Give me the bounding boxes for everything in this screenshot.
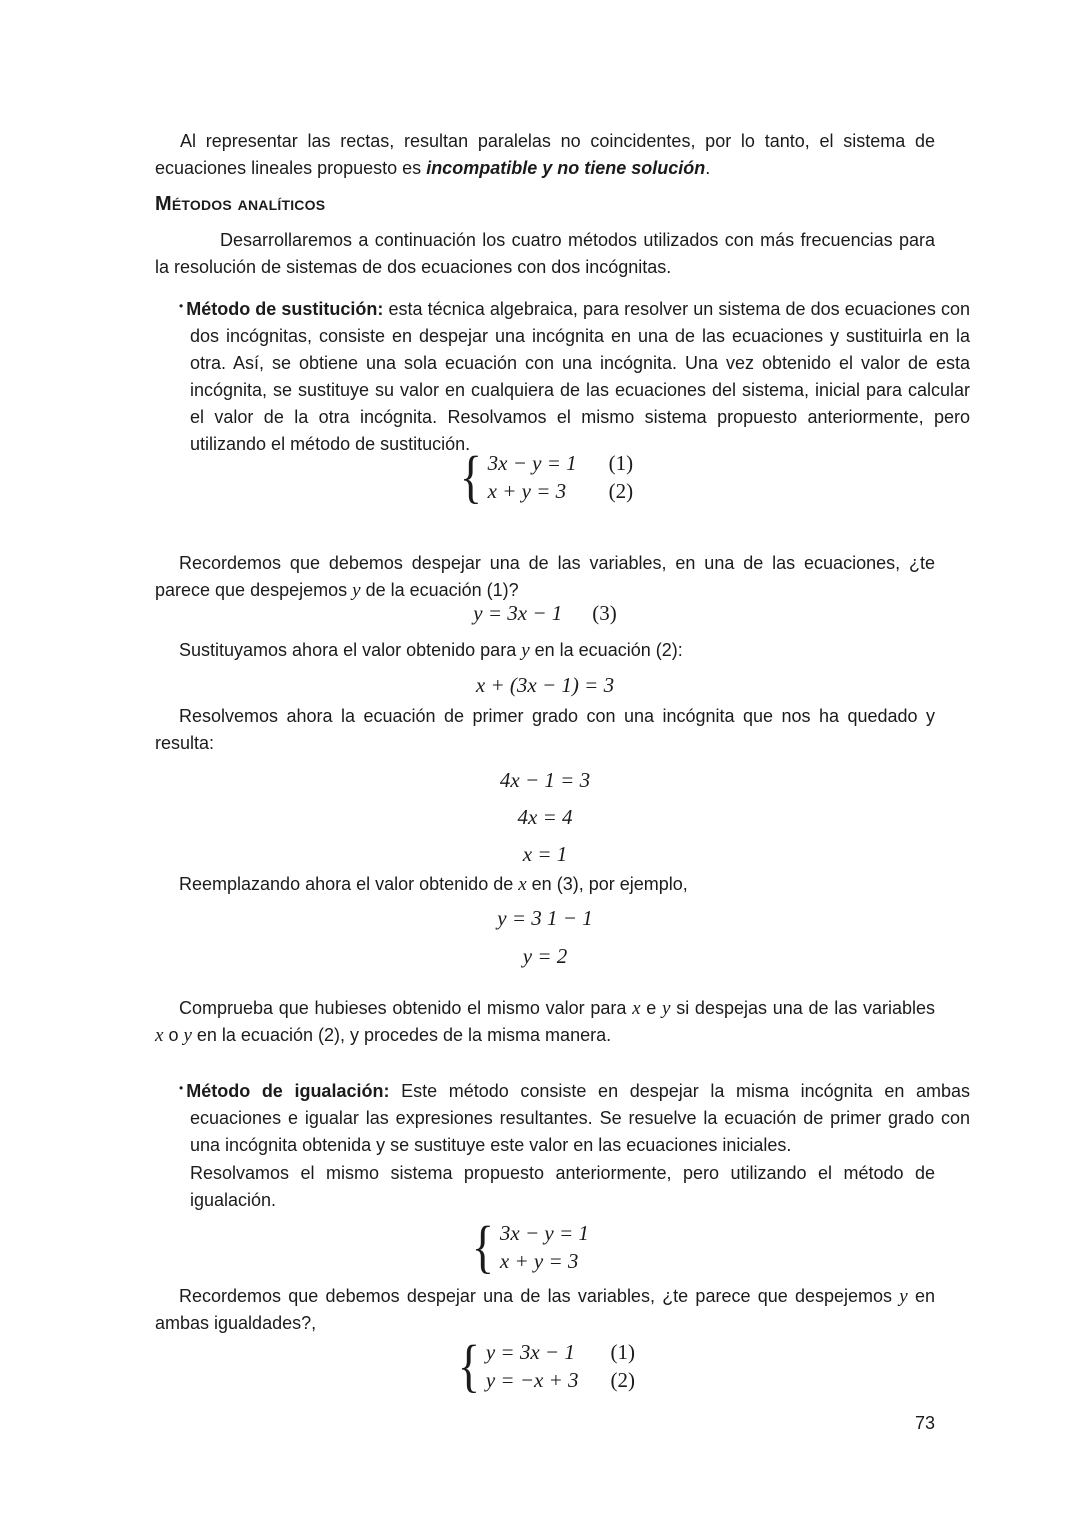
reemplazando-pre: Reemplazando ahora el valor obtenido de: [179, 874, 519, 894]
comprueba-m3: o: [163, 1025, 184, 1045]
equation-system-3-rows: [486, 1338, 635, 1394]
comprueba-m2: si despejas una de las variables: [670, 998, 936, 1018]
equation: x + y = 3: [487, 479, 567, 503]
recordemos2-paragraph: [155, 1283, 935, 1337]
equation-number: (3): [592, 601, 617, 625]
bullet-igualacion-text: Este método consiste en despejar la misma incógnita en ambas ecuaciones e igualar las expresiones resultantes. Se resuelve la ecuación de primer grado con una incógnita obtenida y se sustituye este valor en las ecuaciones iniciales.: [190, 1081, 970, 1155]
bullet-icon: •: [179, 299, 184, 313]
equation-number: (1): [610, 1340, 635, 1364]
math-var-y: y: [183, 1025, 192, 1046]
intro-text-pre: Al representar las rectas, resultan paralelas no coincidentes, por lo tanto, el sistema de ecuaciones lineales propuesto es: [155, 131, 935, 178]
equation-system-2-rows: [500, 1219, 621, 1275]
equation-step3: [155, 839, 935, 869]
equation: 3x − y = 1: [499, 1221, 589, 1245]
comprueba-pre: Comprueba que hubieses obtenido el mismo valor para: [179, 998, 633, 1018]
equation: 4x = 4: [517, 805, 573, 829]
bullet-igualacion-label: Método de igualación:: [186, 1081, 390, 1101]
bullet-metodo-igualacion: [155, 1075, 970, 1159]
section-heading: Métodos analíticos: [155, 193, 326, 215]
equation: y = 3 1 − 1: [497, 906, 593, 930]
equation-system-1-rows: [488, 449, 633, 505]
equation: y = 2: [522, 944, 568, 968]
equation-system-1: [155, 444, 935, 509]
equation: x = 1: [522, 842, 568, 866]
comprueba-m4: en la ecuación (2), y procedes de la misma manera.: [191, 1025, 612, 1045]
equation-step1: [155, 765, 935, 795]
equation-step2: [155, 802, 935, 832]
equation: y = 3x − 1: [485, 1340, 575, 1364]
equation-substitution: [155, 670, 935, 700]
recordemos2-pre: Recordemos que debemos despejar una de las variables, ¿te parece que despejemos: [179, 1286, 900, 1306]
equation: y = 3x − 1: [473, 601, 563, 625]
math-var-y: y: [662, 998, 671, 1019]
equation-system-2: [155, 1214, 935, 1279]
comprueba-m1: e: [640, 998, 663, 1018]
brace-icon: {: [457, 1333, 481, 1398]
resolvemos-paragraph: Resolvemos ahora la ecuación de primer grado con una incógnita que nos ha quedado y resulta:: [155, 706, 935, 753]
equation-number: (1): [608, 451, 634, 475]
reemplazando-post: en (3), por ejemplo,: [526, 874, 688, 894]
brace-icon: {: [459, 444, 482, 509]
math-var-x: x: [155, 1025, 164, 1046]
equation: x + y = 3: [499, 1249, 579, 1273]
equation-number: (2): [608, 479, 634, 503]
comprueba-paragraph: [155, 995, 935, 1049]
recordemos1-post: de la ecuación (1)?: [360, 580, 519, 600]
recordemos1-paragraph: [155, 550, 935, 604]
equation-step4: [155, 903, 935, 933]
recordemos1-pre: Recordemos que debemos despejar una de las variables, en una de las ecuaciones, ¿te parece que despejemos: [155, 553, 935, 600]
desarrollo-paragraph: Desarrollaremos a continuación los cuatro métodos utilizados con más frecuencias para la resolución de sistemas de dos ecuaciones con dos incógnitas.: [155, 230, 935, 277]
intro-emphasis: incompatible y no tiene solución: [426, 158, 706, 178]
bullet-metodo-sustitucion: [155, 293, 970, 458]
resolvamos2-paragraph: Resolvamos el mismo sistema propuesto anteriormente, pero utilizando el método de igualación.: [190, 1163, 935, 1210]
equation-system-1-group: [457, 444, 634, 509]
recordemos2-post: en ambas igualdades?,: [155, 1286, 935, 1333]
equation: 3x − y = 1: [487, 451, 577, 475]
equation-number: (2): [610, 1368, 635, 1392]
bullet-sustitucion-label: Método de sustitución:: [186, 299, 384, 319]
reemplazando-paragraph: [155, 871, 935, 898]
math-var-y: y: [899, 1286, 908, 1307]
bullet-sustitucion-text: esta técnica algebraica, para resolver un sistema de dos ecuaciones con dos incógnitas, consiste en despejar una incógnita en una de las ecuaciones y sustituirla en la otra. Así, se obtiene una sola ecuación con una incógnita. Una vez obtenido el valor de esta incógnita, se sustituye su valor en cualquiera de las ecuaciones del sistema, inicial para calcular el valor de la otra incógnita. Resolvamos el mismo sistema propuesto anteriormente, pero utilizando el método de sustitución.: [190, 299, 970, 454]
equation: 4x − 1 = 3: [499, 768, 591, 792]
equation-system-2-group: [469, 1214, 621, 1279]
math-var-x: x: [632, 998, 641, 1019]
brace-icon: {: [471, 1214, 495, 1279]
math-var-x: x: [518, 874, 527, 895]
page-number: 73: [914, 1413, 935, 1433]
equation-step5: [155, 941, 935, 971]
sustituyamos-paragraph: [155, 637, 935, 664]
bullet-icon: •: [179, 1081, 184, 1095]
equation: y = −x + 3: [485, 1368, 579, 1392]
sustituyamos-post: en la ecuación (2):: [529, 640, 683, 660]
equation-system-3-group: [455, 1333, 635, 1398]
intro-paragraph: [155, 128, 935, 182]
sustituyamos-pre: Sustituyamos ahora el valor obtenido para: [179, 640, 522, 660]
equation-3-line: [155, 598, 935, 628]
math-var-y: y: [352, 580, 361, 601]
intro-text-post: .: [705, 158, 711, 178]
math-var-y: y: [521, 640, 530, 661]
equation-system-3: [155, 1333, 935, 1398]
equation: x + (3x − 1) = 3: [475, 673, 615, 697]
